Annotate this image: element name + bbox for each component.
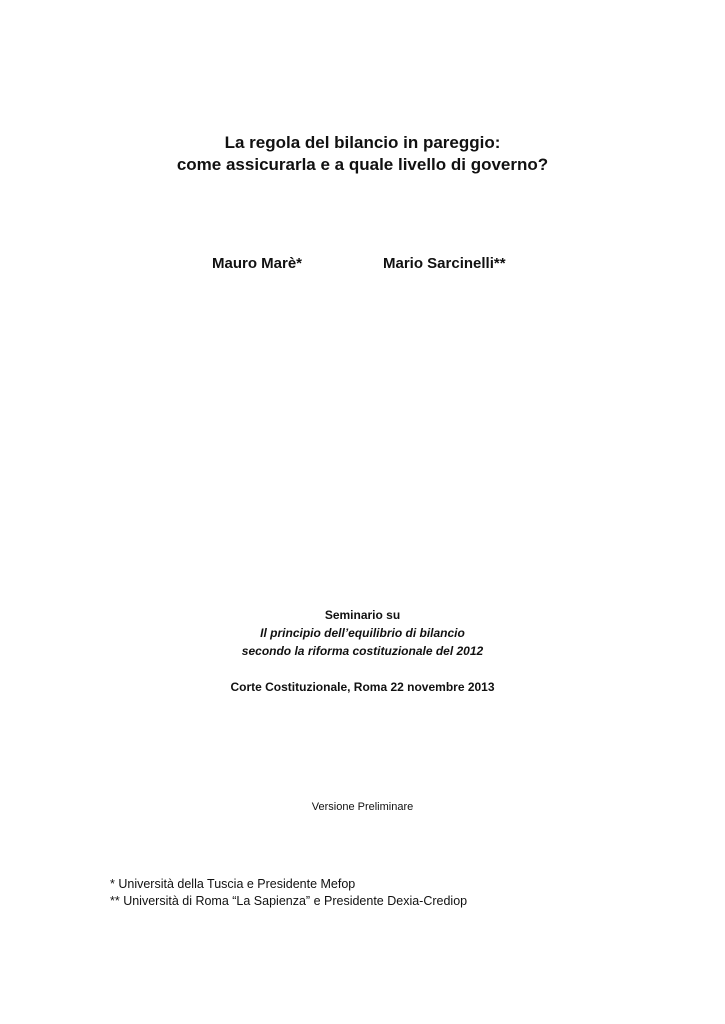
seminar-venue: Corte Costituzionale, Roma 22 novembre 2013 bbox=[230, 680, 495, 694]
footnote-1: * Università della Tuscia e Presidente Mefop bbox=[110, 877, 356, 891]
seminar-subtitle-line-1: Il principio dell’equilibrio di bilancio bbox=[260, 626, 465, 640]
footnote-2: ** Università di Roma “La Sapienza” e Presidente Dexia-Crediop bbox=[110, 894, 468, 908]
title-line-1: La regola del bilancio in pareggio: bbox=[224, 133, 501, 152]
author-mare: Mauro Marè* bbox=[212, 255, 303, 272]
seminar-label: Seminario su bbox=[324, 608, 401, 622]
title-line-2: come assicurarla e a quale livello di governo? bbox=[176, 155, 549, 174]
seminar-subtitle-line-2: secondo la riforma costituzionale del 2012 bbox=[241, 644, 484, 658]
version-label: Versione Preliminare bbox=[311, 801, 414, 813]
author-sarcinelli: Mario Sarcinelli** bbox=[383, 255, 506, 272]
